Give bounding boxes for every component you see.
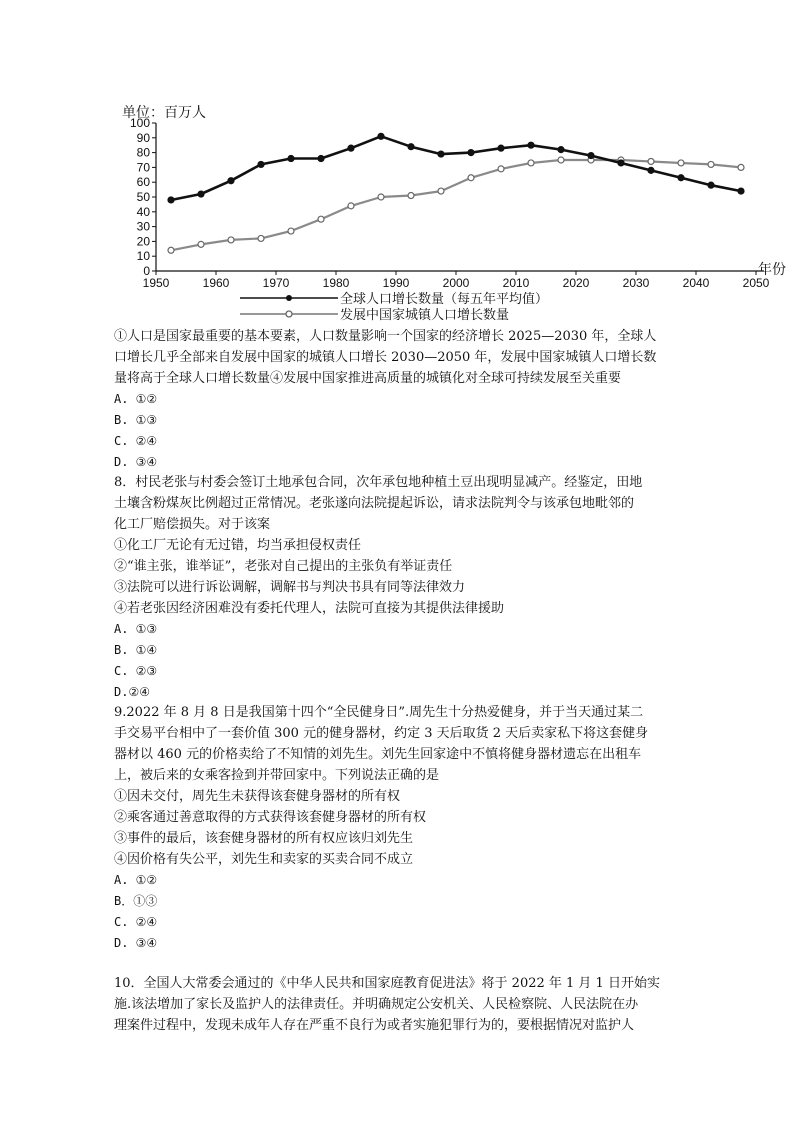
q8-option-c[interactable]: C. ②③ <box>114 664 158 678</box>
data-point-urban <box>468 175 474 181</box>
q7-option-d[interactable]: D. ③④ <box>114 455 158 469</box>
data-point-global <box>198 191 204 197</box>
q7-option-b[interactable]: B. ①③ <box>114 413 158 427</box>
q9-option-c[interactable]: C. ②④ <box>114 915 158 929</box>
data-point-global <box>468 150 474 156</box>
data-point-urban <box>648 158 654 164</box>
y-tick-label: 10 <box>136 249 150 264</box>
q9-option-a[interactable]: A. ①② <box>114 873 158 887</box>
q8-option-a[interactable]: A. ①③ <box>114 622 158 636</box>
series-line-global <box>171 136 741 200</box>
y-tick-label: 30 <box>136 219 150 234</box>
q7-statement-line: ①人口是国家最重要的基本要素，人口数量影响一个国家的经济增长 2025—2030 年，全球人 <box>114 329 657 344</box>
data-point-global <box>588 153 594 159</box>
q8-stem-line: 土壤含粉煤灰比例超过正常情况。老张遂向法院提起诉讼，请求法院判令与该承包地毗邻的 <box>114 496 635 511</box>
y-tick-label: 60 <box>136 175 150 190</box>
q10-stem-line: 10．全国人大常委会通过的《中华人民共和国家庭教育促进法》将于 2022 年 1 月 1 日开始实 <box>114 976 660 991</box>
x-tick-label: 2020 <box>562 276 590 290</box>
data-point-global <box>228 178 234 184</box>
data-point-urban <box>738 164 744 170</box>
data-point-global <box>528 142 534 148</box>
x-tick-label: 1980 <box>322 276 350 290</box>
x-tick-label: 2030 <box>622 276 650 290</box>
q8-item: ②“谁主张，谁举证”，老张对自己提出的主张负有举证责任 <box>114 559 453 574</box>
data-point-urban <box>258 235 264 241</box>
axes <box>130 116 786 290</box>
legend <box>240 291 548 322</box>
x-tick-label: 2040 <box>682 276 710 290</box>
q9-item: ④因价格有失公平，刘先生和卖家的买卖合同不成立 <box>114 852 414 867</box>
q10-stem-line: 理案件过程中，发现未成年人存在严重不良行为或者实施犯罪行为的，要根据情况对监护人 <box>114 1018 635 1033</box>
y-tick-label: 70 <box>136 160 150 175</box>
y-tick-label: 40 <box>136 204 150 219</box>
y-tick-label: 0 <box>143 264 150 278</box>
data-point-global <box>438 151 444 157</box>
data-point-urban <box>198 241 204 247</box>
q8-option-b[interactable]: B. ①④ <box>114 643 158 657</box>
data-point-global <box>288 156 294 162</box>
y-tick-label: 90 <box>136 130 150 145</box>
data-point-urban <box>558 157 564 163</box>
q7-statement-line: 量将高于全球人口增长数量④发展中国家推进高质量的城镇化对全球可持续发展至关重要 <box>114 371 622 386</box>
data-point-global <box>168 197 174 203</box>
q8-stem-line: 8．村民老张与村委会签订土地承包合同，次年承包地种植土豆出现明显减产。经鉴定，田地 <box>114 475 643 490</box>
data-point-urban <box>168 247 174 253</box>
q9-option-d[interactable]: D. ③④ <box>114 936 158 950</box>
q7-statement-line: 口增长几乎全部来自发展中国家的城镇人口增长 2030—2050 年，发展中国家城镇人口增长数 <box>114 350 657 365</box>
question-9 <box>114 702 699 954</box>
data-point-global <box>348 145 354 151</box>
data-point-global <box>498 145 504 151</box>
data-point-global <box>708 182 714 188</box>
data-point-urban <box>678 160 684 166</box>
x-tick-label: 2050 <box>742 276 770 290</box>
legend-label-global: 全球人口增长数量（每五年平均值） <box>340 291 549 306</box>
data-point-urban <box>498 166 504 172</box>
q9-stem-line: 9.2022 年 8 月 8 日是我国第十四个“全民健身日”.周先生十分热爱健身，并于当天通过某二 <box>114 705 644 720</box>
question-8 <box>114 472 699 703</box>
question-10 <box>114 973 699 1036</box>
data-point-urban <box>528 160 534 166</box>
data-point-global <box>408 144 414 150</box>
population-growth-chart <box>110 96 794 328</box>
q9-stem-line: 手交易平台相中了一套价值 300 元的健身器材，约定 3 天后取货 2 天后卖家私下将这套健身 <box>114 726 649 741</box>
y-tick-label: 50 <box>136 190 150 204</box>
q9-stem-line: 上，被后来的女乘客捡到并带回家中。下列说法正确的是 <box>114 768 440 783</box>
q9-item: ②乘客通过善意取得的方式获得该套健身器材的所有权 <box>114 810 427 825</box>
q8-item: ③法院可以进行诉讼调解，调解书与判决书具有同等法律效力 <box>114 580 466 595</box>
data-point-global <box>618 160 624 166</box>
data-point-global <box>738 188 744 194</box>
unit-label: 单位：百万人 <box>122 104 206 120</box>
data-point-global <box>318 156 324 162</box>
series-line-urban <box>171 160 741 250</box>
legend-marker-urban <box>286 311 292 317</box>
legend-label-urban: 发展中国家城镇人口增长数量 <box>340 307 510 322</box>
x-tick-label: 1970 <box>262 276 290 290</box>
data-point-urban <box>378 194 384 200</box>
q9-item: ①因未交付，周先生未获得该套健身器材的所有权 <box>114 789 401 804</box>
q9-option-b[interactable]: B．①③ <box>114 894 158 908</box>
data-point-global <box>258 161 264 167</box>
q7-option-a[interactable]: A. ①② <box>114 392 158 406</box>
data-point-urban <box>408 193 414 199</box>
legend-marker-global <box>286 295 292 301</box>
q10-stem-line: 施.该法增加了家长及监护人的法律责任。并明确规定公安机关、人民检察院、人民法院在办 <box>114 997 639 1012</box>
q8-item: ①化工厂无论有无过错，均当承担侵权责任 <box>114 538 362 553</box>
x-tick-label: 1950 <box>142 276 170 290</box>
y-tick-label: 100 <box>129 116 150 130</box>
x-tick-label: 2000 <box>442 276 470 290</box>
x-tick-label: 1960 <box>202 276 230 290</box>
x-axis-label: 年份 <box>758 261 786 277</box>
x-tick-label: 2010 <box>502 276 530 290</box>
data-point-urban <box>348 203 354 209</box>
q8-item: ④若老张因经济困难没有委托代理人，法院可直接为其提供法律援助 <box>114 601 505 616</box>
q7-option-c[interactable]: C. ②④ <box>114 434 158 448</box>
data-point-urban <box>288 228 294 234</box>
data-point-urban <box>318 216 324 222</box>
y-tick-label: 20 <box>136 234 150 249</box>
q8-option-d[interactable]: D.②④ <box>114 685 150 699</box>
y-tick-label: 80 <box>136 145 150 160</box>
data-point-global <box>378 133 384 139</box>
data-point-urban <box>228 237 234 243</box>
data-point-global <box>678 175 684 181</box>
q9-stem-line: 器材以 460 元的价格卖给了不知情的刘先生。刘先生回家途中不慎将健身器材遗忘在出租车 <box>114 747 642 762</box>
data-point-urban <box>708 161 714 167</box>
series-layer <box>168 133 744 253</box>
data-point-global <box>558 147 564 153</box>
data-point-urban <box>438 188 444 194</box>
x-tick-label: 1990 <box>382 276 410 290</box>
data-point-global <box>648 167 654 173</box>
question-7-statement <box>114 326 699 473</box>
q9-item: ③事件的最后，该套健身器材的所有权应该归刘先生 <box>114 831 414 846</box>
q8-stem-line: 化工厂赔偿损失。对于该案 <box>114 517 271 532</box>
